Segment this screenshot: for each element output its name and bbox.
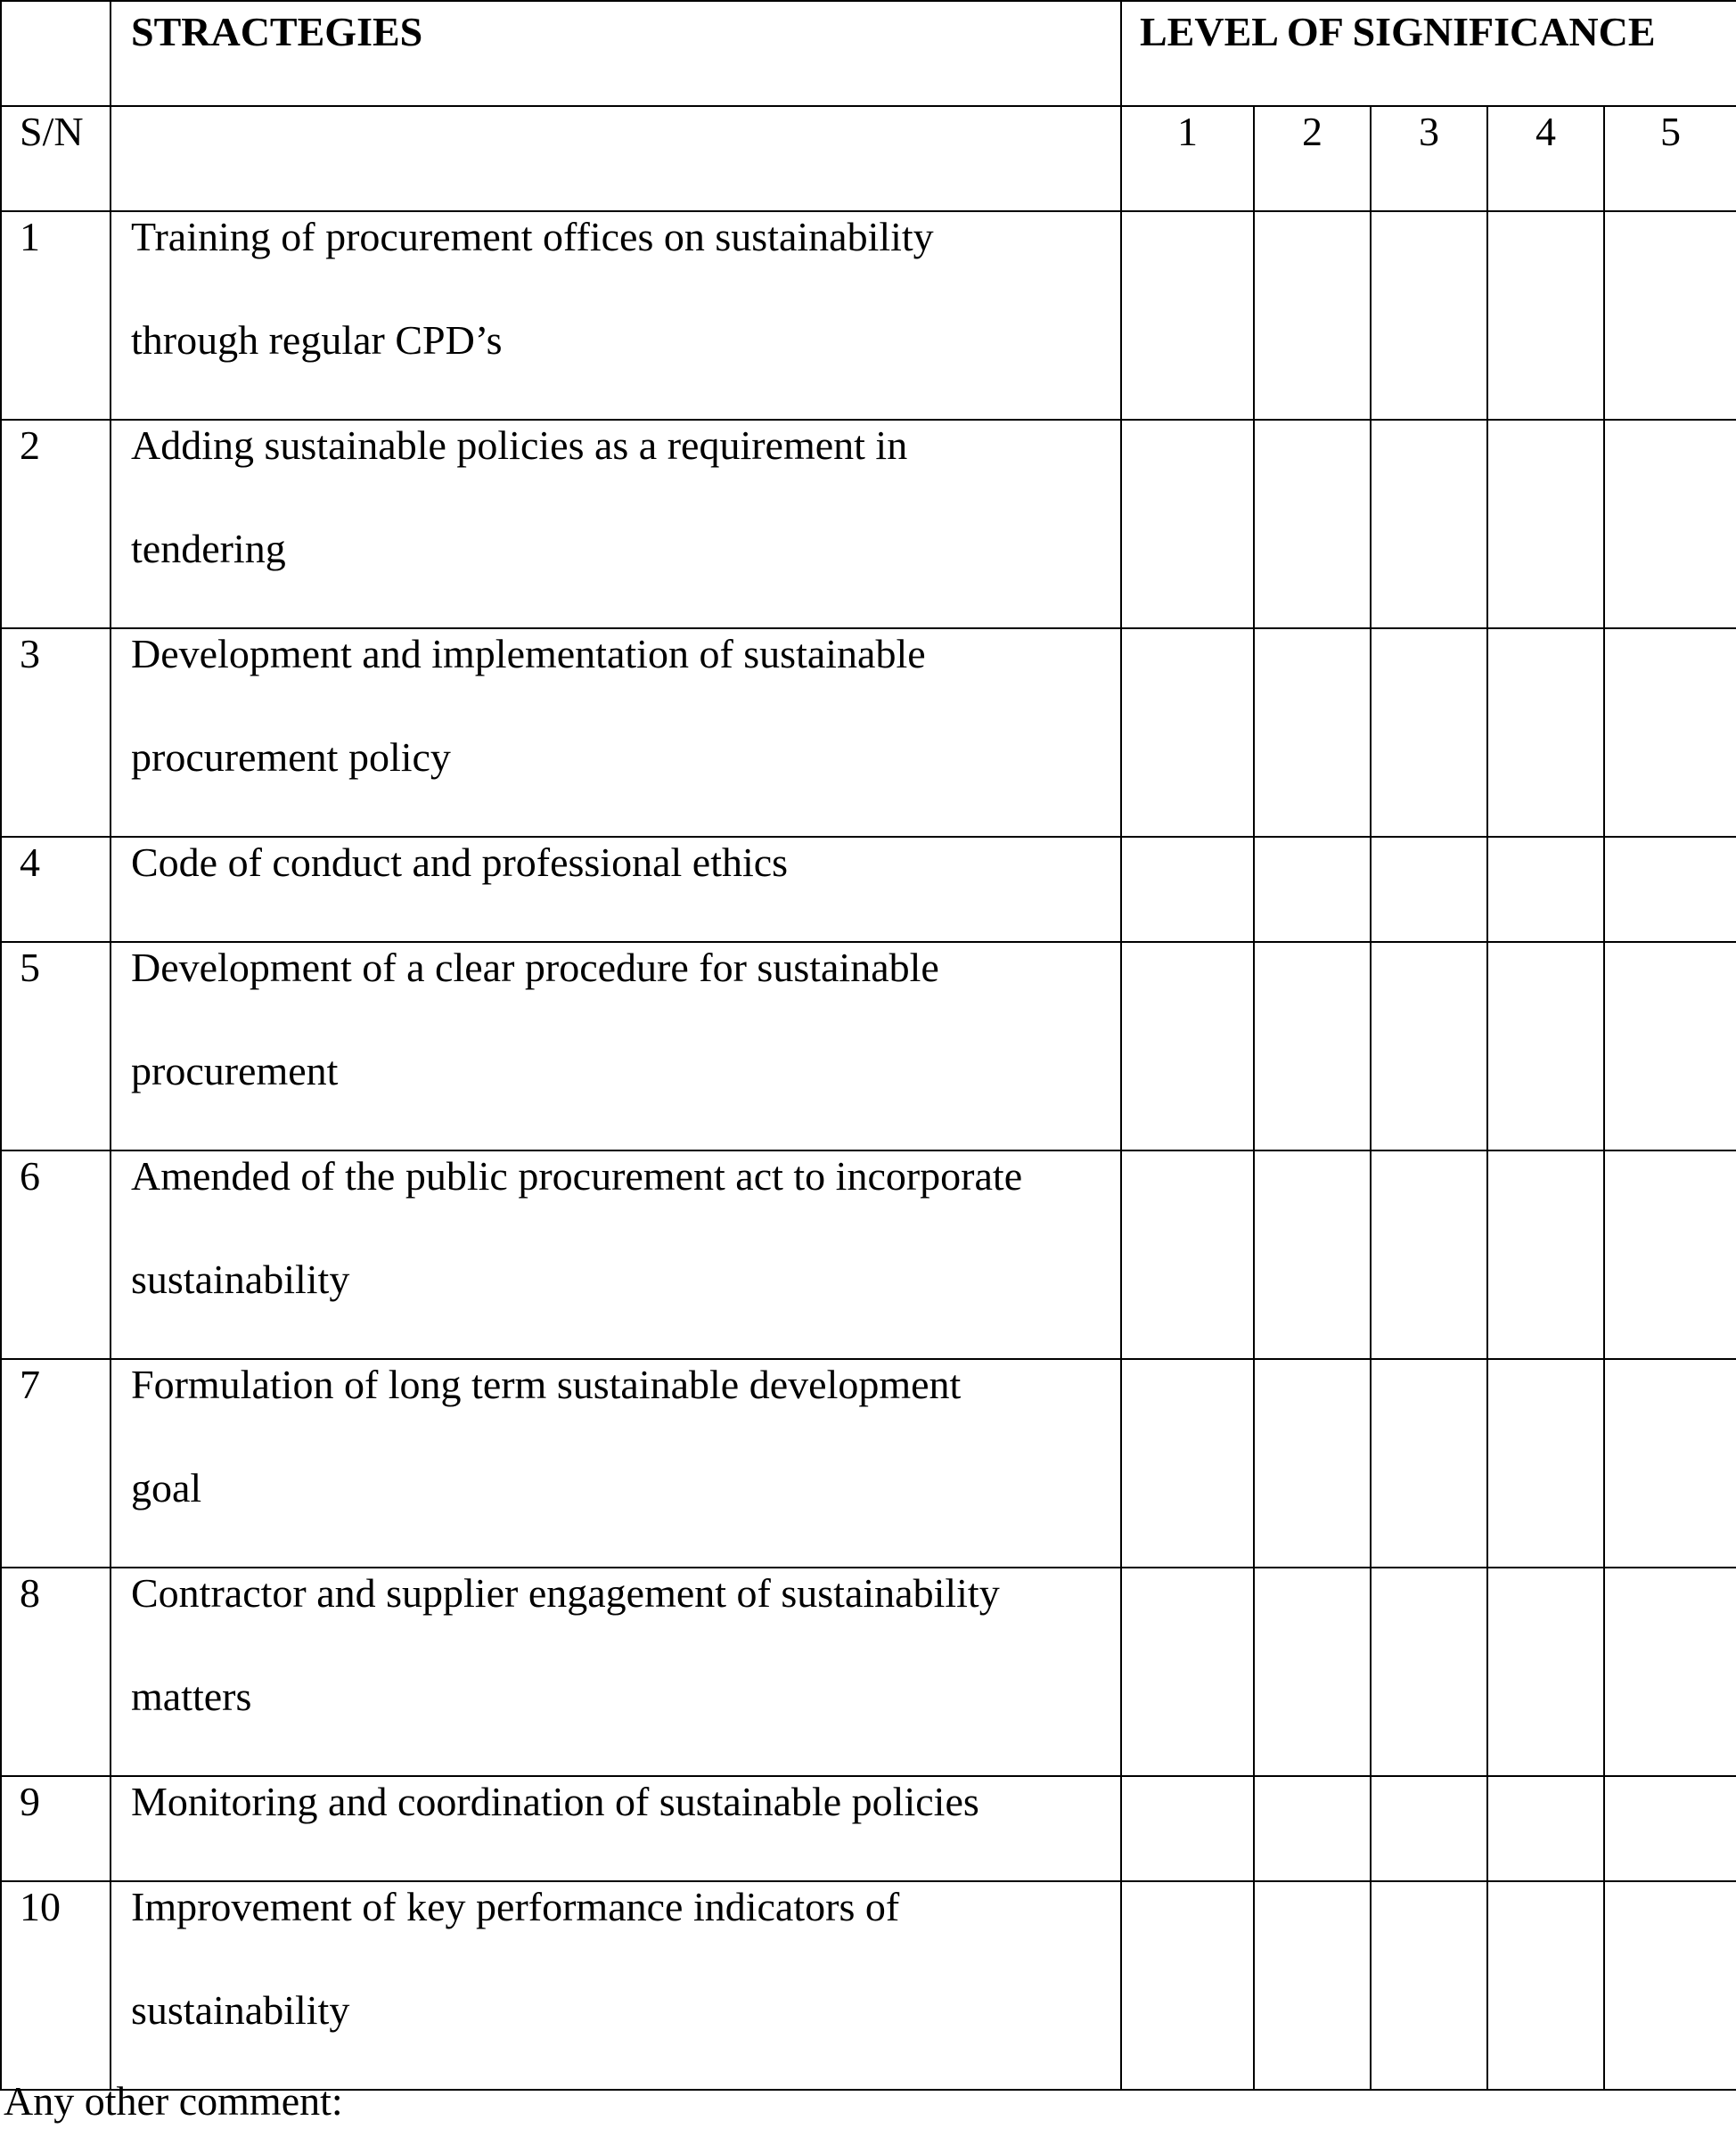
rating-cell-5[interactable]	[1604, 1150, 1736, 1359]
strategy-text-line: goal	[131, 1465, 202, 1511]
row-number: 9	[20, 1779, 40, 1824]
row-number: 10	[20, 1884, 61, 1929]
rating-cell-5[interactable]	[1604, 1359, 1736, 1568]
sn-cell	[1, 211, 111, 420]
level-header-cell	[1487, 106, 1604, 211]
strategy-text-line: Development and implementation of sustainable	[131, 631, 926, 676]
rating-cell-5[interactable]	[1604, 1776, 1736, 1881]
rating-cell-3[interactable]	[1371, 1881, 1487, 2090]
strategy-cell	[111, 420, 1121, 628]
strategy-cell	[111, 628, 1121, 837]
rating-cell-1[interactable]	[1121, 628, 1254, 837]
strategy-text-line: Training of procurement offices on sustainability	[131, 214, 934, 259]
table-row	[1, 1150, 1736, 1359]
rating-cell-5[interactable]	[1604, 837, 1736, 942]
sn-cell	[1, 1568, 111, 1776]
strategies-header-cell	[111, 1, 1121, 106]
level-of-significance-header: LEVEL OF SIGNIFICANCE	[1140, 9, 1656, 54]
rating-cell-2[interactable]	[1254, 1568, 1371, 1776]
row-number: 1	[20, 214, 40, 259]
strategy-text-line: procurement policy	[131, 734, 451, 780]
rating-cell-1[interactable]	[1121, 420, 1254, 628]
level-2-label: 2	[1302, 109, 1322, 154]
level-3-label: 3	[1419, 109, 1439, 154]
sn-header: S/N	[20, 109, 84, 154]
rating-cell-1[interactable]	[1121, 1150, 1254, 1359]
table-row	[1, 211, 1736, 420]
row-number: 4	[20, 839, 40, 885]
rating-cell-5[interactable]	[1604, 628, 1736, 837]
level-1-label: 1	[1177, 109, 1198, 154]
strategy-text-line: Monitoring and coordination of sustainable policies	[131, 1779, 979, 1824]
rating-cell-2[interactable]	[1254, 628, 1371, 837]
level-header-cell	[1604, 106, 1736, 211]
rating-cell-4[interactable]	[1487, 1359, 1604, 1568]
rating-cell-4[interactable]	[1487, 1150, 1604, 1359]
sn-cell	[1, 628, 111, 837]
row-number: 8	[20, 1570, 40, 1616]
strategy-cell	[111, 1359, 1121, 1568]
level-header-cell	[1121, 106, 1254, 211]
rating-cell-5[interactable]	[1604, 211, 1736, 420]
strategy-cell	[111, 211, 1121, 420]
row-number: 7	[20, 1362, 40, 1407]
rating-cell-4[interactable]	[1487, 628, 1604, 837]
rating-cell-3[interactable]	[1371, 211, 1487, 420]
row-number: 3	[20, 631, 40, 676]
rating-cell-2[interactable]	[1254, 1359, 1371, 1568]
level-header-cell	[1254, 106, 1371, 211]
rating-cell-4[interactable]	[1487, 1776, 1604, 1881]
rating-cell-5[interactable]	[1604, 942, 1736, 1150]
strategy-text-line: Development of a clear procedure for sustainable	[131, 945, 939, 990]
strategy-text-line: procurement	[131, 1048, 339, 1093]
rating-cell-3[interactable]	[1371, 1150, 1487, 1359]
strategy-cell	[111, 942, 1121, 1150]
table-row	[1, 1359, 1736, 1568]
table-row	[1, 420, 1736, 628]
rating-cell-5[interactable]	[1604, 1568, 1736, 1776]
rating-cell-2[interactable]	[1254, 1150, 1371, 1359]
rating-cell-3[interactable]	[1371, 1359, 1487, 1568]
strategy-text-line: Formulation of long term sustainable development	[131, 1362, 962, 1407]
rating-cell-4[interactable]	[1487, 837, 1604, 942]
rating-cell-1[interactable]	[1121, 1881, 1254, 2090]
row-number: 5	[20, 945, 40, 990]
other-comment-label: Any other comment:	[4, 2078, 343, 2124]
rating-cell-3[interactable]	[1371, 942, 1487, 1150]
sn-cell	[1, 420, 111, 628]
rating-cell-1[interactable]	[1121, 1776, 1254, 1881]
strategy-text-line: through regular CPD’s	[131, 317, 503, 363]
rating-cell-4[interactable]	[1487, 1568, 1604, 1776]
row-number: 2	[20, 422, 40, 468]
rating-cell-1[interactable]	[1121, 211, 1254, 420]
rating-cell-1[interactable]	[1121, 1568, 1254, 1776]
strategy-cell	[111, 1568, 1121, 1776]
strategy-text-line: matters	[131, 1674, 252, 1719]
strategy-text-line: sustainability	[131, 1987, 350, 2033]
rating-cell-3[interactable]	[1371, 837, 1487, 942]
rating-cell-3[interactable]	[1371, 628, 1487, 837]
rating-cell-2[interactable]	[1254, 1776, 1371, 1881]
rating-cell-2[interactable]	[1254, 1881, 1371, 2090]
rating-cell-4[interactable]	[1487, 420, 1604, 628]
sn-cell	[1, 1150, 111, 1359]
table-row	[1, 942, 1736, 1150]
strategy-text-line: tendering	[131, 526, 286, 571]
strategy-text-line: Contractor and supplier engagement of sustainability	[131, 1570, 1000, 1616]
strategy-text-line: Amended of the public procurement act to incorporate	[131, 1153, 1023, 1199]
rating-cell-2[interactable]	[1254, 837, 1371, 942]
rating-cell-3[interactable]	[1371, 1568, 1487, 1776]
strategy-cell	[111, 1150, 1121, 1359]
level-5-label: 5	[1660, 109, 1682, 154]
rating-cell-5[interactable]	[1604, 420, 1736, 628]
rating-cell-2[interactable]	[1254, 211, 1371, 420]
strategy-cell	[111, 1881, 1121, 2090]
rating-cell-4[interactable]	[1487, 942, 1604, 1150]
rating-cell-4[interactable]	[1487, 211, 1604, 420]
rating-cell-5[interactable]	[1604, 1881, 1736, 2090]
table-body	[1, 1, 1736, 2090]
row-number: 6	[20, 1153, 40, 1199]
strategy-text-line: Improvement of key performance indicators of	[131, 1884, 900, 1929]
table-row	[1, 1881, 1736, 2090]
table-row	[1, 628, 1736, 837]
strategy-text-line: Code of conduct and professional ethics	[131, 839, 789, 885]
rating-cell-3[interactable]	[1371, 1776, 1487, 1881]
rating-cell-4[interactable]	[1487, 1881, 1604, 2090]
sn-cell	[1, 1359, 111, 1568]
rating-cell-3[interactable]	[1371, 420, 1487, 628]
rating-cell-2[interactable]	[1254, 420, 1371, 628]
sn-cell	[1, 942, 111, 1150]
rating-cell-1[interactable]	[1121, 837, 1254, 942]
rating-cell-1[interactable]	[1121, 1359, 1254, 1568]
rating-cell-2[interactable]	[1254, 942, 1371, 1150]
level-4-label: 4	[1535, 109, 1556, 154]
sn-cell	[1, 1881, 111, 2090]
level-header-cell	[1371, 106, 1487, 211]
table-row	[1, 1568, 1736, 1776]
strategies-header: STRACTEGIES	[131, 9, 423, 54]
strategy-text-line: Adding sustainable policies as a requirement in	[131, 422, 908, 468]
strategy-text-line: sustainability	[131, 1257, 350, 1302]
rating-cell-1[interactable]	[1121, 942, 1254, 1150]
